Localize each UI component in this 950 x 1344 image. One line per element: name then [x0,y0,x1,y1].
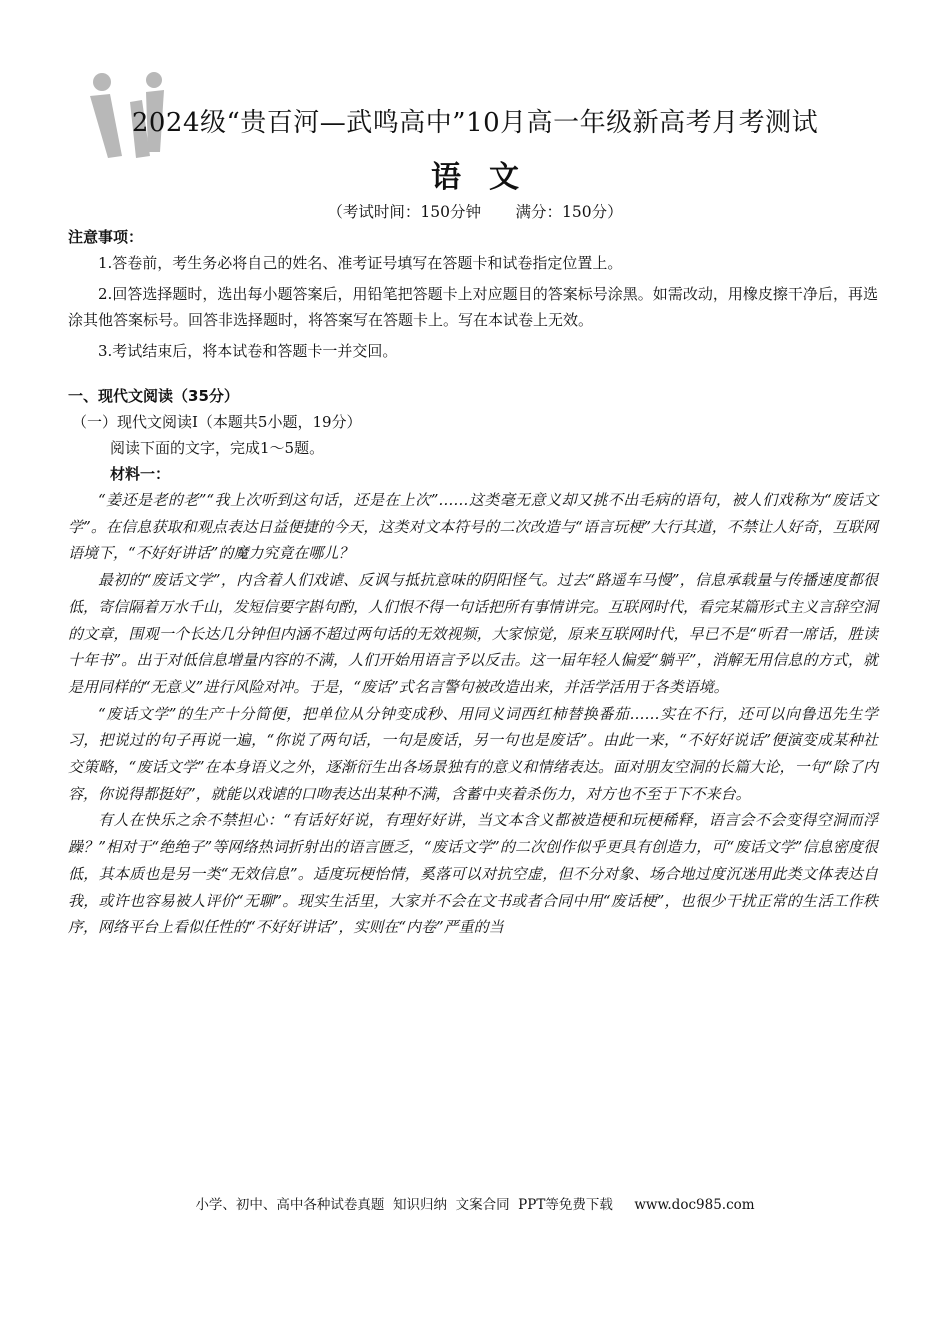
material-paragraph-3: “废话文学”的生产十分简便，把单位从分钟变成秒、用同义词西红柿替换番茄……实在不行，还可以向鲁迅先生学习，把说过的句子再说一遍，“你说了两句话，一句是废话，另一句也是废话”。由此一来，“不好好说话”便演变成某种社交策略，“废话文学”在本身语义之外，逐渐衍生出各场景独有的意义和情绪表达。面对朋友空洞的长篇大论，一句“除了内容，你说得都挺好”，就能以戏谑的口吻表达出某种不满，含蓄中夹着杀伤力，对方也不至于下不来台。 [68,704,878,803]
notice-heading: 注意事项： [68,228,144,246]
exam-time: （考试时间：150分钟 [327,203,481,221]
material-paragraph-4: 有人在快乐之余不禁担心：“有话好好说，有理好好讲，当文本含义都被造梗和玩梗稀释，语言会不会变得空洞而浮躁？”相对于“绝绝子”等网络热词折射出的语言匮乏，“废话文学”的二次创作似乎更具有创造力，可“废话文学”信息密度很低，其本质也是另一类“无效信息”。适度玩梗怡情，奚落可以对抗空虚，但不分对象、场合地过度沉迷用此类文体表达自我，或许也容易被人评价“无聊”。现实生活里，大家并不会在文书或者合同中用“废话梗”，也很少干扰正常的生活工作秩序，网络平台上看似任性的“不好好讲话”，实则在“内卷”严重的当 [68,811,878,937]
exam-content [68,224,878,941]
footer [0,1193,950,1213]
full-score: 满分：150分） [515,203,623,221]
notice-item-2: 2.回答选择题时，选出每小题答案后，用铅笔把答题卡上对应题目的答案标号涂黑。如需改动，用橡皮擦干净后，再选涂其他答案标号。回答非选择题时，将答案写在答题卡上。写在本试卷上无效。 [68,285,878,329]
material-paragraph-2: 最初的“废话文学”，内含着人们戏谑、反讽与抵抗意味的阴阳怪气。过去“路遥车马慢”，信息承载量与传播速度都很低，寄信隔着万水千山，发短信要字斟句酌，人们恨不得一句话把所有事情讲完。互联网时代，看完某篇形式主义言辞空洞的文章，围观一个长达几分钟但内涵不超过两句话的无效视频，大家惊觉，原来互联网时代，早已不是“听君一席话，胜读十年书”。出于对低信息增量内容的不满，人们开始用语言予以反击。这一届年轻人偏爱“躺平”，消解无用信息的方式，就是用同样的“无意义”进行风险对冲。于是，“废话”式名言警句被改造出来，并活学活用于各类语境。 [68,571,879,696]
subject-title: 语文 [431,160,547,195]
exam-title: 2024级“贵百河—武鸣高中”10月高一年级新高考月考测试 [131,108,819,138]
notice-item-1: 1.答卷前，考生务必将自己的姓名、准考证号填写在答题卡和试卷指定位置上。 [98,254,623,272]
footer-text: 小学、初中、高中各种试卷真题 知识归纳 文案合同 PPT等免费下载 [195,1197,613,1213]
material-paragraph-1: “姜还是老的老”“我上次听到这句话，还是在上次”……这类毫无意义却又挑不出毛病的语句，被人们戏称为“废话文学”。在信息获取和观点表达日益便捷的今天，这类对文本符号的二次改造与“语言玩梗”大行其道，不禁让人好奇，互联网语境下，“不好好讲话”的魔力究竟在哪儿？ [68,491,878,563]
footer-url: www.doc985.com [634,1197,755,1213]
subsection-heading: （一）现代文阅读Ⅰ（本题共5小题，19分） [72,413,362,431]
section-heading: 一、现代文阅读（35分） [68,387,239,405]
notice-item-3: 3.考试结束后，将本试卷和答题卡一并交回。 [98,342,398,360]
reading-instruction: 阅读下面的文字，完成1～5题。 [110,439,325,457]
exam-info [0,200,950,222]
material-label: 材料一： [110,465,171,483]
